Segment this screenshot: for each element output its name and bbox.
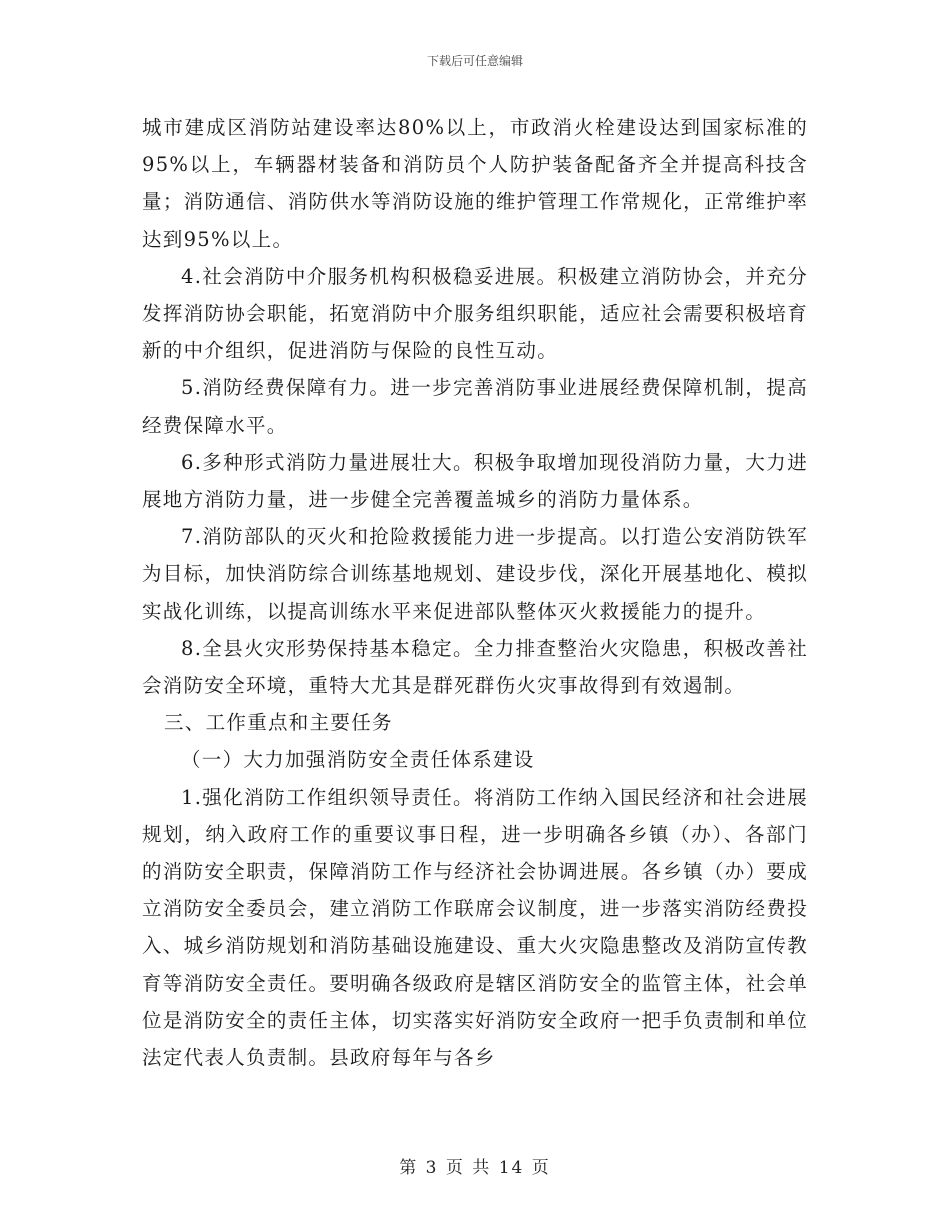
paragraph-item-7: 7.消防部队的灭火和抢险救援能力进一步提高。以打造公安消防铁军为目标，加快消防综合训练基地规划、建设步伐，深化开展基地化、模拟实战化训练，以提高训练水平来促进部队整体灭火救援能力的提升。 [142,525,808,623]
page-header: 下载后可任意编辑 [426,54,523,68]
paragraph-item-8: 8.全县火灾形势保持基本稳定。全力排查整治火灾隐患，积极改善社会消防安全环境，重特大尤其是群死群伤火灾事故得到有效遏制。 [142,636,808,698]
paragraph-item-4: 4.社会消防中介服务机构积极稳妥进展。积极建立消防协会，并充分发挥消防协会职能，拓宽消防中介服务组织职能，适应社会需要积极培育新的中介组织，促进消防与保险的良性互动。 [142,264,808,363]
document-body [142,109,808,1076]
paragraph-item-5: 5.消防经费保障有力。进一步完善消防事业进展经费保障机制，提高经费保障水平。 [142,376,808,437]
paragraph-item-1: 1.强化消防工作组织领导责任。将消防工作纳入国民经济和社会进展规划，纳入政府工作的重要议事日程，进一步明确各乡镇（办）、各部门的消防安全职责，保障消防工作与经济社会协调进展。各乡镇（办）要成立消防安全委员会，建立消防工作联席会议制度，进一步落实消防经费投入、城乡消防规划和消防基础设施建设、重大火灾隐患整改及消防宣传教育等消防安全责任。要明确各级政府是辖区消防安全的监管主体，社会单位是消防安全的责任主体，切实落实好消防安全政府一把手负责制和单位法定代表人负责制。县政府每年与各乡 [142,785,808,1070]
section-heading: 三、工作重点和主要任务 [164,711,393,735]
subsection-heading: （一）大力加强消防安全责任体系建设 [181,748,535,772]
paragraph-continuation: 城市建成区消防站建设率达80%以上，市政消火栓建设达到国家标准的95%以上，车辆器材装备和消防员个人防护装备配备齐全并提高科技含量；消防通信、消防供水等消防设施的维护管理工作常规化，正常维护率达到95%以上。 [142,116,808,251]
paragraph-item-6: 6.多种形式消防力量进展壮大。积极争取增加现役消防力量，大力进展地方消防力量，进一步健全完善覆盖城乡的消防力量体系。 [142,450,808,512]
page-number-footer: 第 3 页 共 14 页 [399,1158,551,1178]
